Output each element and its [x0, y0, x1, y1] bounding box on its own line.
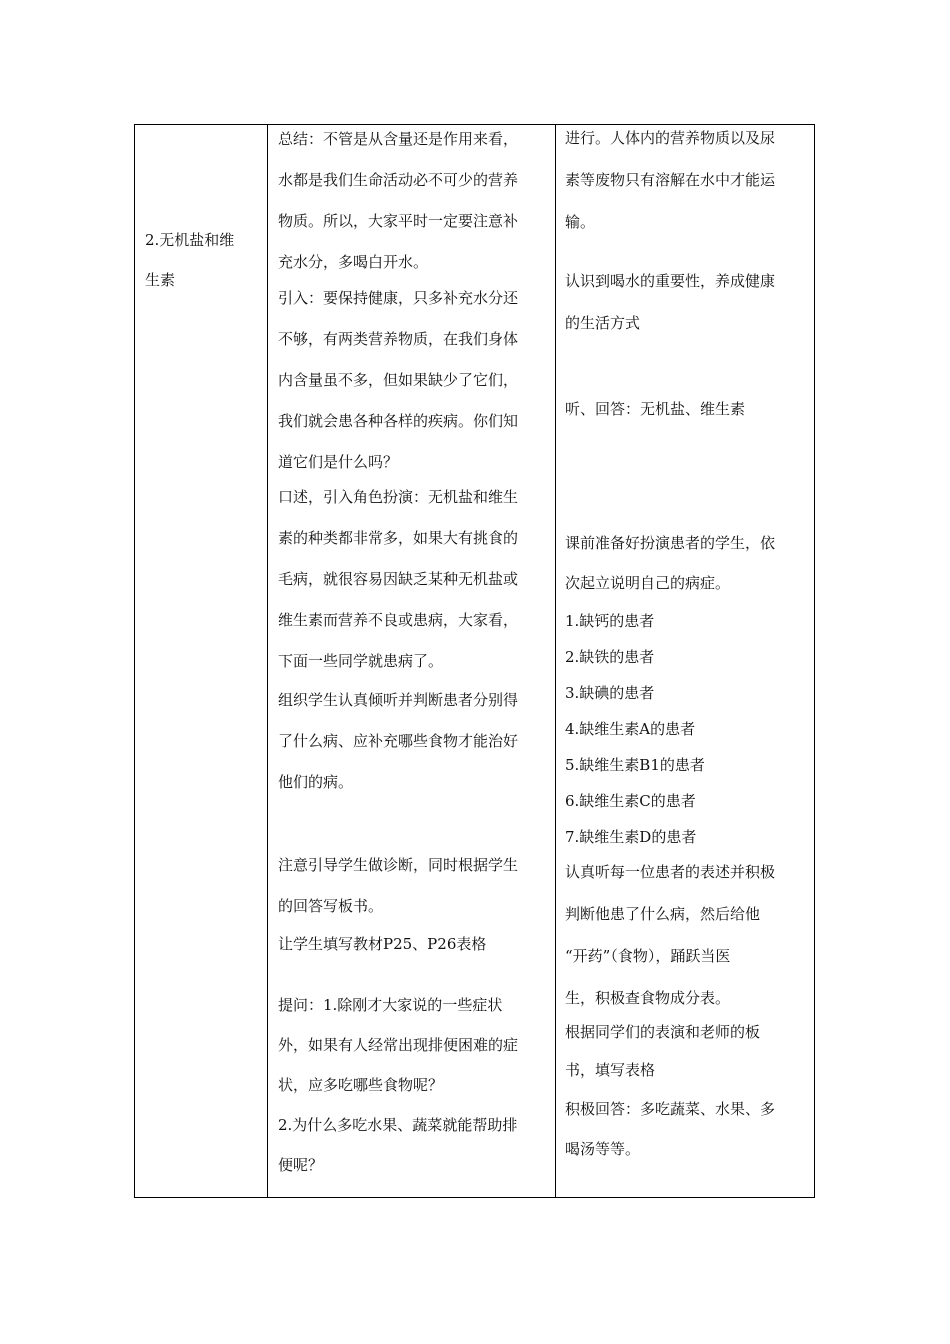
answer-line: 听、回答：无机盐、维生素 — [565, 400, 746, 418]
list-item: 3.缺碘的患者 — [565, 684, 655, 702]
guide-paragraph: 注意引导学生做诊断，同时根据学生 的回答写板书。 — [278, 856, 519, 915]
column-divider — [555, 125, 556, 1197]
fill-table-instruction: 让学生填写教材P25、P26表格 — [278, 935, 487, 953]
fill-paragraph: 根据同学们的表演和老师的板 书，填写表格 — [565, 1023, 761, 1079]
organize-paragraph: 组织学生认真倾听并判断患者分别得 了什么病、应补充哪些食物才能治好 他们的病。 — [278, 691, 519, 791]
roleplay-paragraph: 口述，引入角色扮演：无机盐和维生 素的种类都非常多，如果大有挑食的 毛病，就很容易因缺乏某种无机盐或 维生素而营养不良或患病，大家看， 下面一些同学就患病了。 — [278, 488, 519, 670]
patients-list — [565, 603, 807, 855]
summary-paragraph: 总结：不管是从含量还是作用来看， 水都是我们生命活动必不可少的营养 物质。所以，大家平时一定要注意补 充水分，多喝白开水。 — [278, 130, 519, 271]
continued-paragraph: 进行。人体内的营养物质以及尿 素等废物只有溶解在水中才能运 输。 — [565, 129, 776, 231]
list-item: 1.缺钙的患者 — [565, 612, 655, 630]
section-title: 2.无机盐和维 生素 — [145, 231, 235, 289]
prepare-paragraph: 课前准备好扮演患者的学生，依 次起立说明自己的病症。 — [565, 534, 776, 592]
column-divider — [267, 125, 268, 1197]
list-item: 6.缺维生素C的患者 — [565, 792, 696, 810]
intro-paragraph: 引入：要保持健康，只多补充水分还 不够，有两类营养物质，在我们身体 内含量虽不多，但如果缺少了它们， 我们就会患各种各样的疾病。你们知 道它们是什么吗？ — [278, 289, 519, 471]
list-item: 5.缺维生素B1的患者 — [565, 756, 705, 774]
awareness-paragraph: 认识到喝水的重要性，养成健康 的生活方式 — [565, 272, 776, 332]
question-paragraph: 提问：1.除刚才大家说的一些症状 外，如果有人经常出现排便困难的症 状，应多吃哪些食物呢？ 2.为什么多吃水果、蔬菜就能帮助排 便呢？ — [278, 996, 519, 1174]
listen-paragraph: 认真听每一位患者的表述并积极 判断他患了什么病，然后给他 “开药”（食物），踊跃当医 生，积极查食物成分表。 — [565, 863, 776, 1007]
list-item: 2.缺铁的患者 — [565, 648, 655, 666]
list-item: 7.缺维生素D的患者 — [565, 828, 697, 846]
reply-paragraph: 积极回答：多吃蔬菜、水果、多 喝汤等等。 — [565, 1100, 776, 1158]
lesson-table — [134, 124, 815, 1198]
list-item: 4.缺维生素A的患者 — [565, 720, 696, 738]
